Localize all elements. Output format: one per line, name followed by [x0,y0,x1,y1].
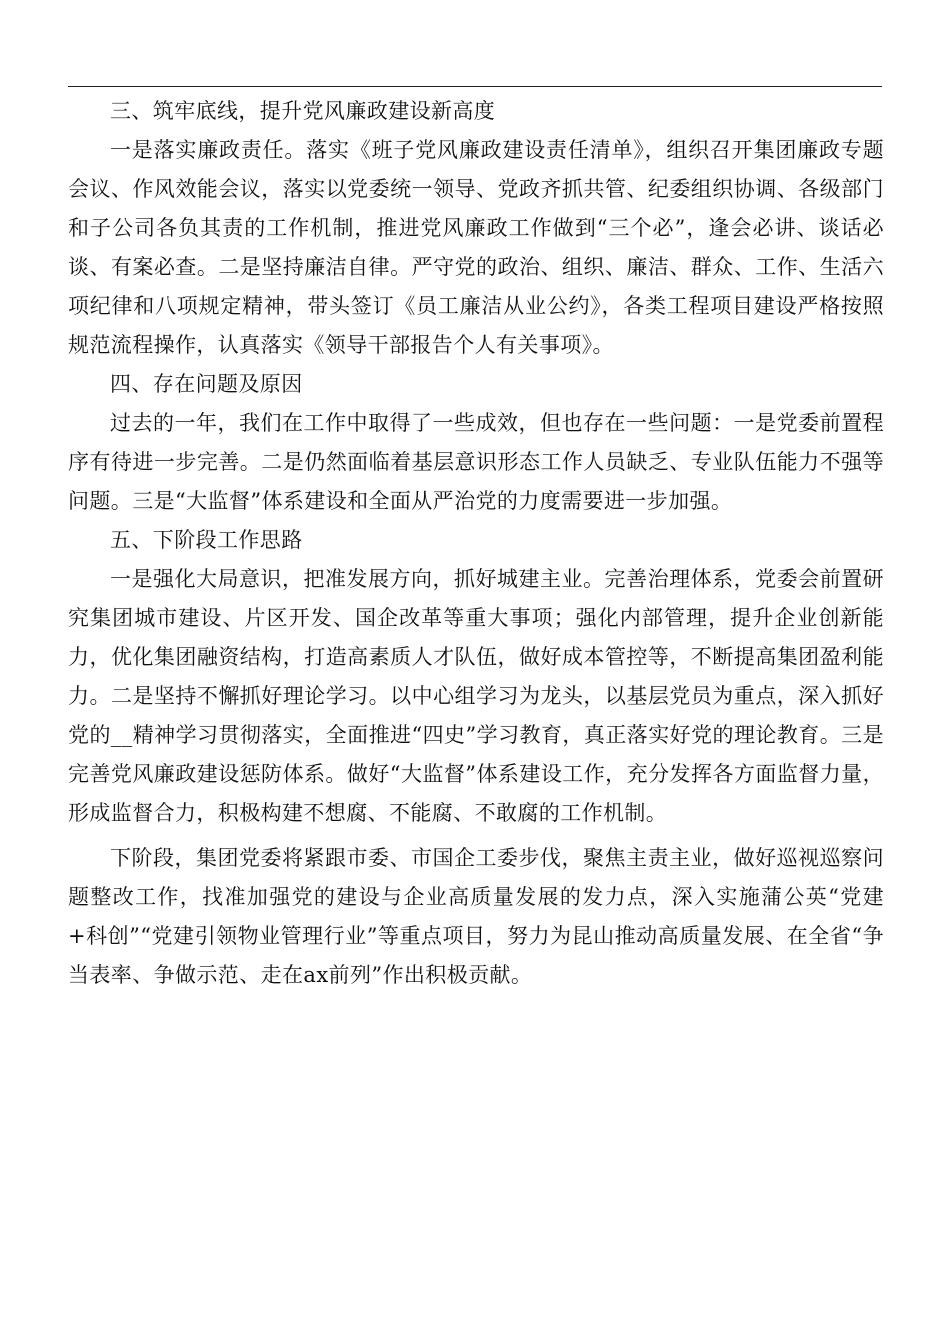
document-body [68,92,884,995]
section-heading-5: 五、下阶段工作思路 [110,528,303,552]
section-4-paragraph: 过去的一年，我们在工作中取得了一些成效，但也存在一些问题：一是党委前置程序有待进一步完善。二是仍然面临着基层意识形态工作人员缺乏、专业队伍能力不强等问题。三是“大监督”体系建设和全面从严治党的力度需要进一步加强。 [68,411,884,513]
section-heading-4: 四、存在问题及原因 [110,372,303,396]
header-rule [68,86,882,87]
section-heading-3: 三、筑牢底线，提升党风廉政建设新高度 [110,99,496,123]
section-5-paragraph: 一是强化大局意识，把准发展方向，抓好城建主业。完善治理体系，党委会前置研究集团城市建设、片区开发、国企改革等重大事项；强化内部管理，提升企业创新能力，优化集团融资结构，打造高素质人才队伍，做好成本管控等，不断提高集团盈利能力。二是坚持不懈抓好理论学习。以中心组学习为龙头，以基层党员为重点，深入抓好党的__精神学习贯彻落实，全面推进“四史”学习教育，真正落实好党的理论教育。三是完善党风廉政建设惩防体系。做好“大监督”体系建设工作，充分发挥各方面监督力量，形成监督合力，积极构建不想腐、不能腐、不敢腐的工作机制。 [68,567,884,825]
section-3-paragraph: 一是落实廉政责任。落实《班子党风廉政建设责任清单》，组织召开集团廉政专题会议、作风效能会议，落实以党委统一领导、党政齐抓共管、纪委组织协调、各级部门和子公司各负其责的工作机制，推进党风廉政工作做到“三个必”，逢会必讲、谈话必谈、有案必查。二是坚持廉洁自律。严守党的政治、组织、廉洁、群众、工作、生活六项纪律和八项规定精神，带头签订《员工廉洁从业公约》，各类工程项目建设严格按照规范流程操作，认真落实《领导干部报告个人有关事项》。 [68,138,884,357]
closing-paragraph: 下阶段，集团党委将紧跟市委、市国企工委步伐，聚焦主责主业，做好巡视巡察问题整改工作，找准加强党的建设与企业高质量发展的发力点，深入实施蒲公英“党建+科创”“党建引领物业管理行业”等重点项目，努力为昆山推动高质量发展、在全省“争当表率、争做示范、走在ax前列”作出积极贡献。 [68,846,884,987]
